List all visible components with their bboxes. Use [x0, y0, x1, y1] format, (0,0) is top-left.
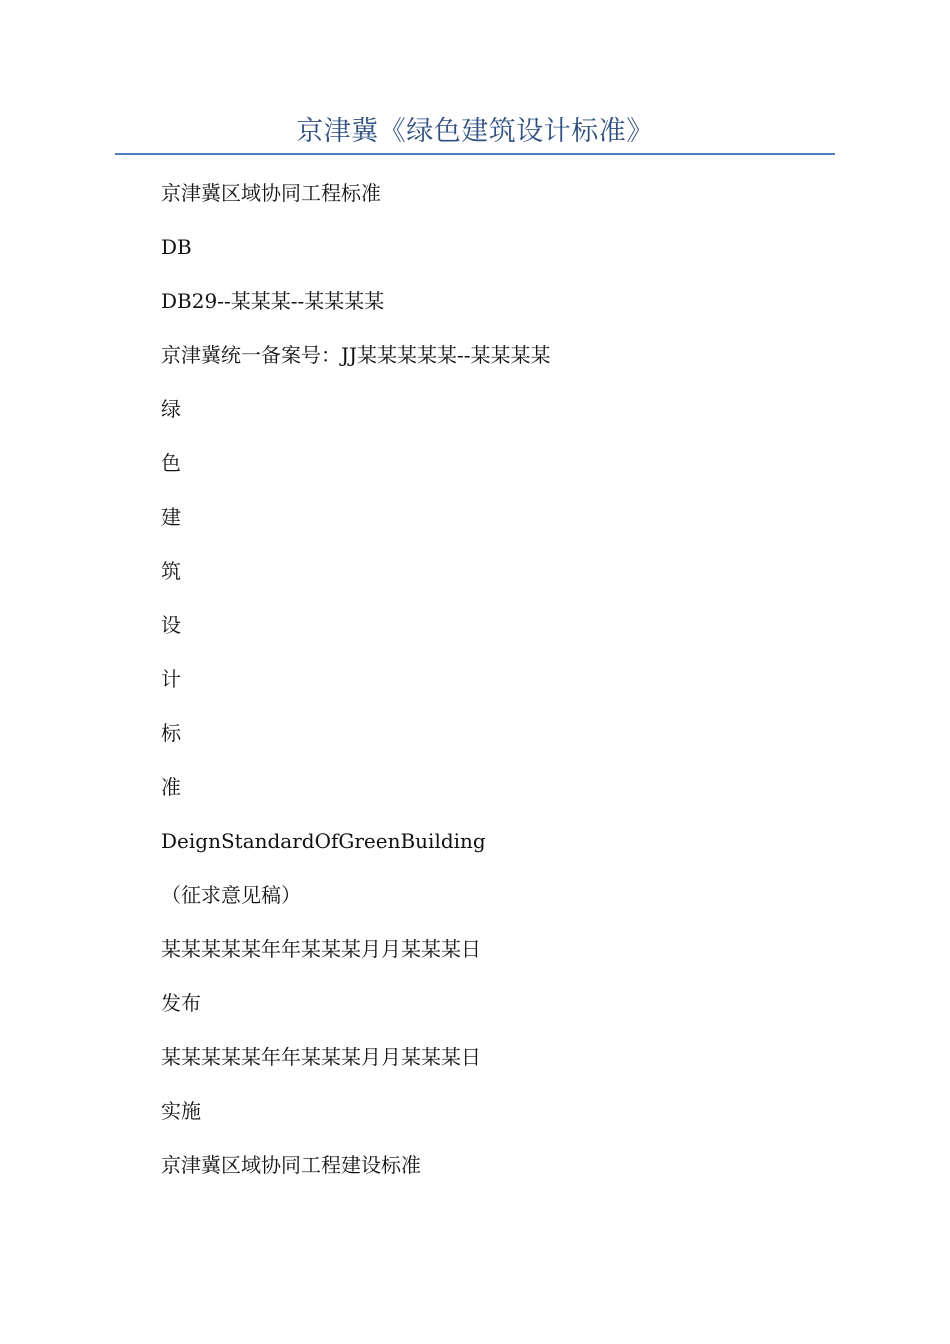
line-title-char-7: 标 [161, 721, 181, 745]
line-issuer: 京津冀区域协同工程建设标准 [161, 1153, 421, 1177]
line-effective-label: 实施 [161, 1099, 201, 1123]
line-title-char-5: 设 [161, 613, 181, 637]
line-standard-category: 京津冀区域协同工程标准 [161, 181, 381, 205]
line-title-char-1: 绿 [161, 397, 181, 421]
line-standard-number: DB29--某某某--某某某某 [161, 289, 385, 313]
line-effective-date: 某某某某某年年某某某月月某某某日 [161, 1045, 481, 1069]
line-english-title: DeignStandardOfGreenBuilding [161, 829, 486, 853]
title-underline [115, 153, 835, 155]
line-record-number: 京津冀统一备案号：JJ某某某某某--某某某某 [161, 343, 551, 367]
line-publish-date: 某某某某某年年某某某月月某某某日 [161, 937, 481, 961]
document-body [161, 176, 841, 1202]
line-title-char-4: 筑 [161, 559, 181, 583]
document-title: 京津冀《绿色建筑设计标准》 [296, 116, 654, 147]
line-title-char-3: 建 [161, 505, 181, 529]
line-title-char-8: 准 [161, 775, 181, 799]
line-publish-label: 发布 [161, 991, 201, 1015]
line-title-char-2: 色 [161, 451, 181, 475]
line-title-char-6: 计 [161, 667, 181, 691]
line-db: DB [161, 235, 192, 259]
line-draft-status: （征求意见稿） [161, 883, 301, 907]
